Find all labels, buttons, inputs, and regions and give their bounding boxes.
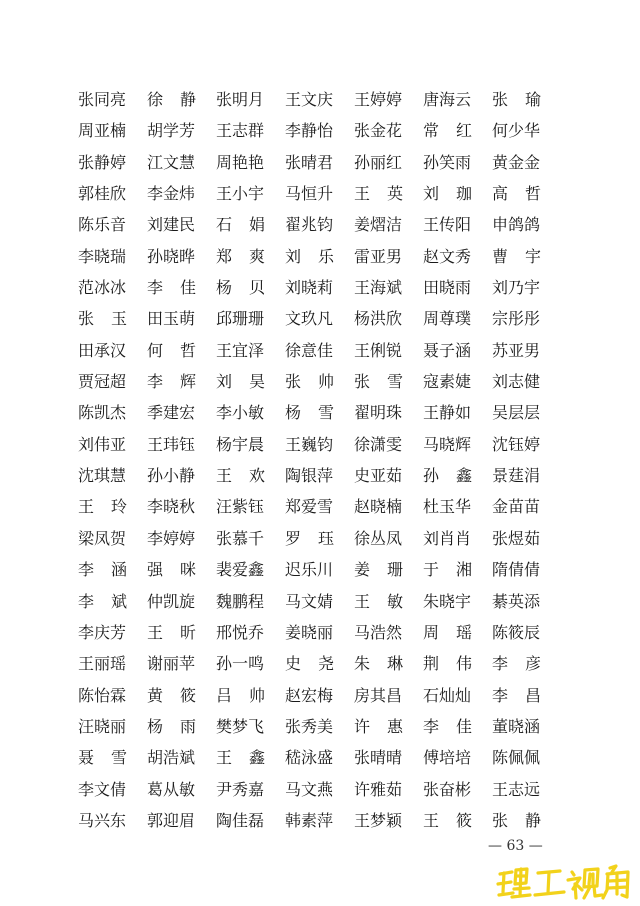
name-entry: 李文倩	[78, 779, 127, 799]
name-entry: 李佳	[423, 716, 490, 736]
name-entry: 刘晓莉	[285, 278, 334, 298]
name-entry: 李晓秋	[147, 497, 196, 517]
name-entry: 张晴晴	[354, 748, 403, 768]
name-entry: 赵文秀	[423, 246, 472, 266]
name-entry: 韩素萍	[285, 810, 334, 830]
name-entry: 申鸽鸽	[492, 215, 541, 235]
name-entry: 马文婧	[285, 591, 334, 611]
name-entry: 綦英添	[492, 591, 541, 611]
name-entry: 张奋彬	[423, 779, 472, 799]
name-entry: 张静婷	[78, 152, 127, 172]
name-entry: 孙笑雨	[423, 152, 472, 172]
name-entry: 唐海云	[423, 90, 472, 109]
name-entry: 姜熠洁	[354, 215, 403, 235]
name-entry: 李小敏	[216, 403, 265, 423]
name-entry: 张同亮	[78, 90, 127, 109]
name-entry: 隋倩倩	[492, 560, 541, 580]
name-entry: 马浩然	[354, 622, 403, 642]
name-entry: 张晴君	[285, 152, 334, 172]
name-entry: 徐潇雯	[354, 434, 403, 454]
name-entry: 雷亚男	[354, 246, 403, 266]
name-entry: 李斌	[78, 591, 145, 611]
name-entry: 王英	[354, 184, 421, 204]
name-entry: 石灿灿	[423, 685, 472, 705]
name-list	[78, 84, 558, 836]
name-entry: 王文庆	[285, 90, 334, 109]
page-number: — 63 —	[488, 838, 543, 854]
name-entry: 魏鹏程	[216, 591, 265, 611]
name-entry: 王玲	[78, 497, 145, 517]
name-entry: 李涵	[78, 560, 145, 580]
name-entry: 郑爽	[216, 246, 283, 266]
name-entry: 郭迎眉	[147, 810, 196, 830]
name-entry: 王海斌	[354, 278, 403, 298]
name-entry: 嵇泳盛	[285, 748, 334, 768]
name-entry: 张瑜	[492, 90, 559, 109]
name-entry: 翟明珠	[354, 403, 403, 423]
name-entry: 王梦颖	[354, 810, 403, 830]
name-entry: 强咪	[147, 560, 214, 580]
name-entry: 陈筱辰	[492, 622, 541, 642]
name-entry: 刘建民	[147, 215, 196, 235]
name-entry: 李佳	[147, 278, 214, 298]
name-entry: 田承汉	[78, 340, 127, 360]
name-entry: 张煜茹	[492, 528, 541, 548]
name-entry: 朱晓宇	[423, 591, 472, 611]
watermark-logo-graphic	[494, 862, 634, 902]
name-entry: 郑爱雪	[285, 497, 334, 517]
name-entry: 王志远	[492, 779, 541, 799]
name-entry: 荆伟	[423, 654, 490, 674]
name-entry: 田玉萌	[147, 309, 196, 329]
name-entry: 王传阳	[423, 215, 472, 235]
name-entry: 李昌	[492, 685, 559, 705]
name-entry: 孙晓晔	[147, 246, 196, 266]
name-entry: 迟乐川	[285, 560, 334, 580]
name-entry: 范冰冰	[78, 278, 127, 298]
name-entry: 田晓雨	[423, 278, 472, 298]
name-entry: 孙小静	[147, 466, 196, 486]
name-entry: 杨雪	[285, 403, 352, 423]
name-entry: 王筱	[423, 810, 490, 830]
name-entry: 周瑶	[423, 622, 490, 642]
name-entry: 罗珏	[285, 528, 352, 548]
name-entry: 汪晓丽	[78, 716, 127, 736]
name-entry: 史尧	[285, 654, 352, 674]
name-entry: 寇素婕	[423, 372, 472, 392]
name-entry: 张雪	[354, 372, 421, 392]
name-entry: 刘珈	[423, 184, 490, 204]
name-entry: 董晓涵	[492, 716, 541, 736]
name-entry: 黄金金	[492, 152, 541, 172]
name-entry: 赵晓楠	[354, 497, 403, 517]
name-entry: 朱琳	[354, 654, 421, 674]
name-entry: 刘乐	[285, 246, 352, 266]
name-entry: 刘伟亚	[78, 434, 127, 454]
name-entry: 李彦	[492, 654, 559, 674]
name-entry: 张静	[492, 810, 559, 830]
name-entry: 马文燕	[285, 779, 334, 799]
name-entry: 史亚茹	[354, 466, 403, 486]
watermark-logo	[494, 862, 634, 902]
name-entry: 季建宏	[147, 403, 196, 423]
name-entry: 曹宇	[492, 246, 559, 266]
name-entry: 李婷婷	[147, 528, 196, 548]
name-entry: 江文慧	[147, 152, 196, 172]
name-entry: 房其昌	[354, 685, 403, 705]
name-entry: 李金炜	[147, 184, 196, 204]
name-entry: 张慕千	[216, 528, 265, 548]
name-entry: 杜玉华	[423, 497, 472, 517]
name-entry: 姜晓丽	[285, 622, 334, 642]
name-entry: 聂雪	[78, 748, 145, 768]
name-entry: 张金花	[354, 121, 403, 141]
name-entry: 裴爱鑫	[216, 560, 265, 580]
name-entry: 傅培培	[423, 748, 472, 768]
name-entry: 刘肖肖	[423, 528, 472, 548]
name-entry: 葛从敏	[147, 779, 196, 799]
name-entry: 聂子涵	[423, 340, 472, 360]
name-entry: 于湘	[423, 560, 490, 580]
name-entry: 贾冠超	[78, 372, 127, 392]
name-entry: 王静如	[423, 403, 472, 423]
name-entry: 孙丽红	[354, 152, 403, 172]
name-entry: 文玖凡	[285, 309, 334, 329]
name-entry: 马恒升	[285, 184, 334, 204]
name-entry: 周尊璞	[423, 309, 472, 329]
name-entry: 姜珊	[354, 560, 421, 580]
name-entry: 翟兆钧	[285, 215, 334, 235]
name-entry: 张帅	[285, 372, 352, 392]
name-entry: 李辉	[147, 372, 214, 392]
name-entry: 陈凯杰	[78, 403, 127, 423]
name-entry: 王俐锐	[354, 340, 403, 360]
name-entry: 胡浩斌	[147, 748, 196, 768]
name-entry: 王玮钰	[147, 434, 196, 454]
name-entry: 王志群	[216, 121, 265, 141]
name-entry: 王小宇	[216, 184, 265, 204]
name-entry: 杨贝	[216, 278, 283, 298]
name-entry: 赵宏梅	[285, 685, 334, 705]
name-entry: 尹秀嘉	[216, 779, 265, 799]
name-entry: 李晓瑞	[78, 246, 127, 266]
name-entry: 许雅茹	[354, 779, 403, 799]
name-entry: 杨宇晨	[216, 434, 265, 454]
name-entry: 马兴东	[78, 810, 127, 830]
name-entry: 王鑫	[216, 748, 283, 768]
name-entry: 郭桂欣	[78, 184, 127, 204]
name-entry: 沈钰婷	[492, 434, 541, 454]
name-entry: 邱珊珊	[216, 309, 265, 329]
name-entry: 梁凤贺	[78, 528, 127, 548]
name-entry: 陶佳磊	[216, 810, 265, 830]
name-entry: 吕帅	[216, 685, 283, 705]
name-entry: 陈怡霖	[78, 685, 127, 705]
name-entry: 陈乐音	[78, 215, 127, 235]
name-entry: 邢悦乔	[216, 622, 265, 642]
name-entry: 李庆芳	[78, 622, 127, 642]
name-entry: 徐意佳	[285, 340, 334, 360]
name-entry: 王巍钧	[285, 434, 334, 454]
name-entry: 仲凯旋	[147, 591, 196, 611]
name-entry: 宗彤彤	[492, 309, 541, 329]
name-entry: 樊梦飞	[216, 716, 265, 736]
name-entry: 徐丛凤	[354, 528, 403, 548]
name-entry: 石娟	[216, 215, 283, 235]
name-entry: 王丽瑶	[78, 654, 127, 674]
name-entry: 杨雨	[147, 716, 214, 736]
name-entry: 周艳艳	[216, 152, 265, 172]
name-entry: 胡学芳	[147, 121, 196, 141]
name-entry: 刘志健	[492, 372, 541, 392]
name-entry: 刘乃宇	[492, 278, 541, 298]
name-entry: 孙鑫	[423, 466, 490, 486]
name-entry: 刘昊	[216, 372, 283, 392]
name-entry: 沈琪慧	[78, 466, 127, 486]
name-entry: 王昕	[147, 622, 214, 642]
name-entry: 王婷婷	[354, 90, 403, 109]
name-entry: 何少华	[492, 121, 541, 141]
name-entry: 王欢	[216, 466, 283, 486]
name-entry: 常红	[423, 121, 490, 141]
name-entry: 汪紫钰	[216, 497, 265, 517]
name-entry: 杨洪欣	[354, 309, 403, 329]
name-entry: 何哲	[147, 340, 214, 360]
name-entry: 苏亚男	[492, 340, 541, 360]
name-entry: 许惠	[354, 716, 421, 736]
name-entry: 李静怡	[285, 121, 334, 141]
name-entry: 孙一鸣	[216, 654, 265, 674]
name-entry: 周亚楠	[78, 121, 127, 141]
name-entry: 陶银萍	[285, 466, 334, 486]
name-entry: 金苗苗	[492, 497, 541, 517]
name-entry: 张明月	[216, 90, 265, 109]
name-entry: 张秀美	[285, 716, 334, 736]
name-entry: 马晓辉	[423, 434, 472, 454]
name-entry: 景莛涓	[492, 466, 541, 486]
name-entry: 徐静	[147, 90, 214, 109]
name-entry: 谢丽苹	[147, 654, 196, 674]
name-entry: 陈佩佩	[492, 748, 541, 768]
name-entry: 王宜泽	[216, 340, 265, 360]
name-entry: 王敏	[354, 591, 421, 611]
name-entry: 高哲	[492, 184, 559, 204]
name-entry: 张玉	[78, 309, 145, 329]
name-entry: 吴层层	[492, 403, 541, 423]
name-entry: 黄筱	[147, 685, 214, 705]
